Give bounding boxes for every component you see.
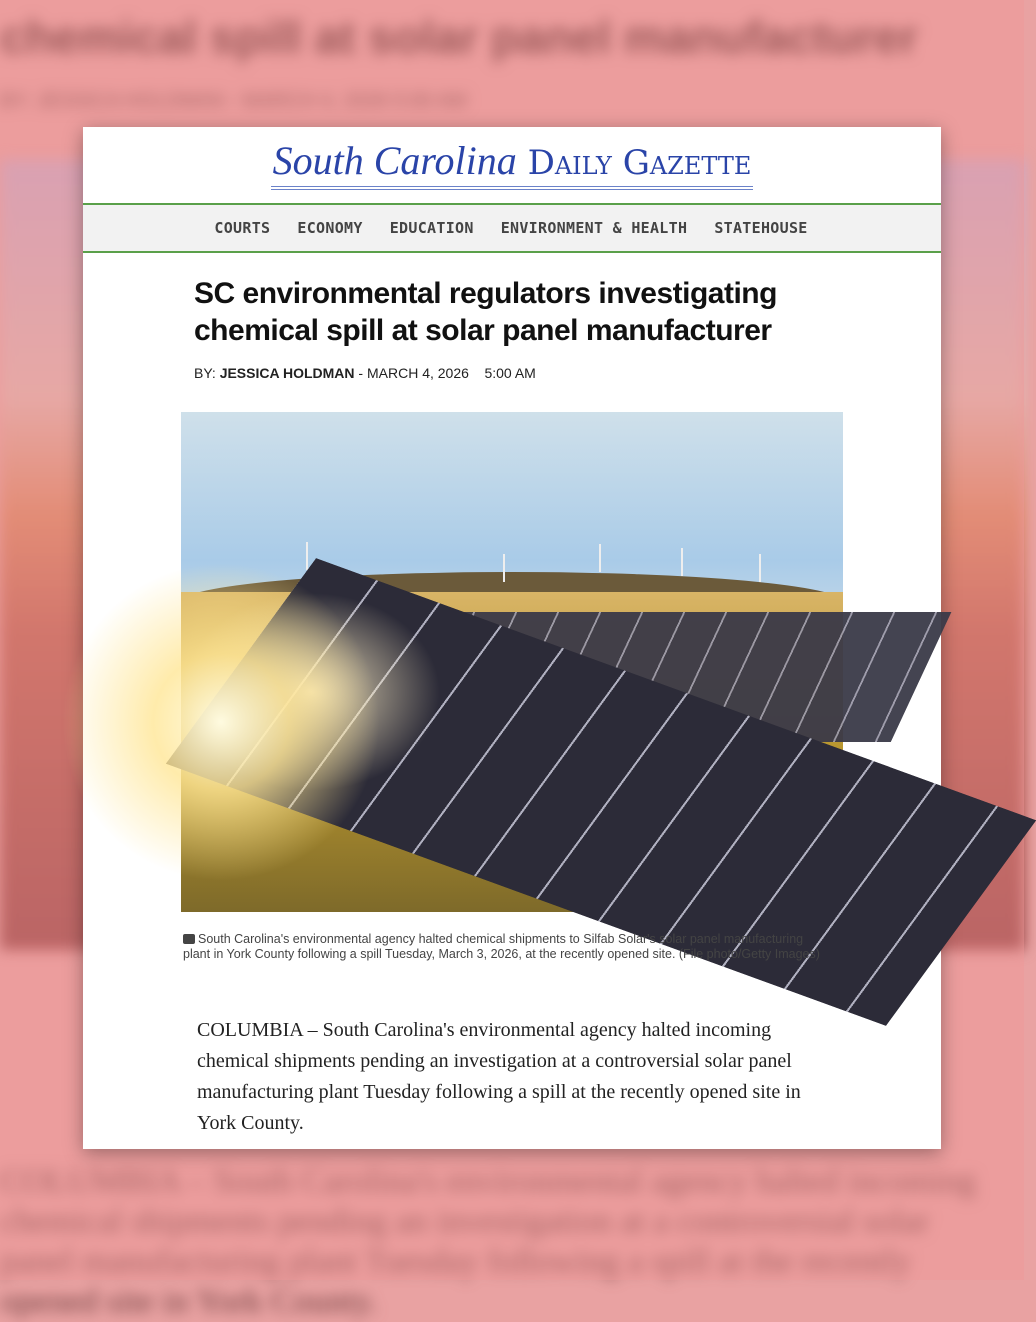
logo-italic: South Carolina: [272, 138, 517, 183]
photo-caption: [183, 932, 833, 962]
logo-caps: Daily Gazette: [527, 143, 752, 183]
nav-environment-health[interactable]: ENVIRONMENT & HEALTH: [500, 219, 688, 237]
site-logo[interactable]: [271, 137, 754, 190]
caption-text: South Carolina's environmental agency halted chemical shipments to Silfab Solar's solar panel manufacturing plant in York County following a spill Tuesday, March 3, 2026, at the recently opened site. (File photo/Getty Images): [183, 932, 820, 961]
article-photo: [181, 412, 843, 908]
masthead: [83, 127, 941, 203]
publish-date: MARCH 4, 2026: [366, 365, 469, 381]
nav-economy[interactable]: ECONOMY: [297, 219, 363, 237]
section-nav: [83, 203, 941, 253]
camera-icon: [183, 934, 195, 944]
article-headline: SC environmental regulators investigating chemical spill at solar panel manufacturer: [194, 277, 777, 347]
nav-statehouse[interactable]: STATEHOUSE: [714, 219, 808, 237]
article-card: [83, 127, 941, 1149]
nav-education[interactable]: EDUCATION: [389, 219, 474, 237]
author-link[interactable]: JESSICA HOLDMAN: [219, 365, 355, 381]
byline: BY: JESSICA HOLDMAN - MARCH 4, 2026 5:00 AM: [194, 365, 536, 381]
background-body: COLUMBIA – South Carolina's environmental agency halted incoming chemical shipments pending an investigation at a controversial solar panel manufacturing plant Tuesday following a spill at the recently opened site in York County.: [0, 1163, 976, 1320]
article-body: COLUMBIA – South Carolina's environmental agency halted incoming chemical shipments pending an investigation at a controversial solar panel manufacturing plant Tuesday following a spill at the recently opened site in York County.: [197, 1019, 801, 1134]
publish-time: 5:00 AM: [484, 365, 536, 381]
background-headline: chemical spill at solar panel manufacturer: [0, 11, 918, 63]
background-byline: BY: JESSICA HOLDMAN - MARCH 4, 2026 5:00 AM: [0, 90, 467, 112]
nav-courts[interactable]: COURTS: [214, 219, 271, 237]
by-label: BY:: [194, 365, 216, 381]
